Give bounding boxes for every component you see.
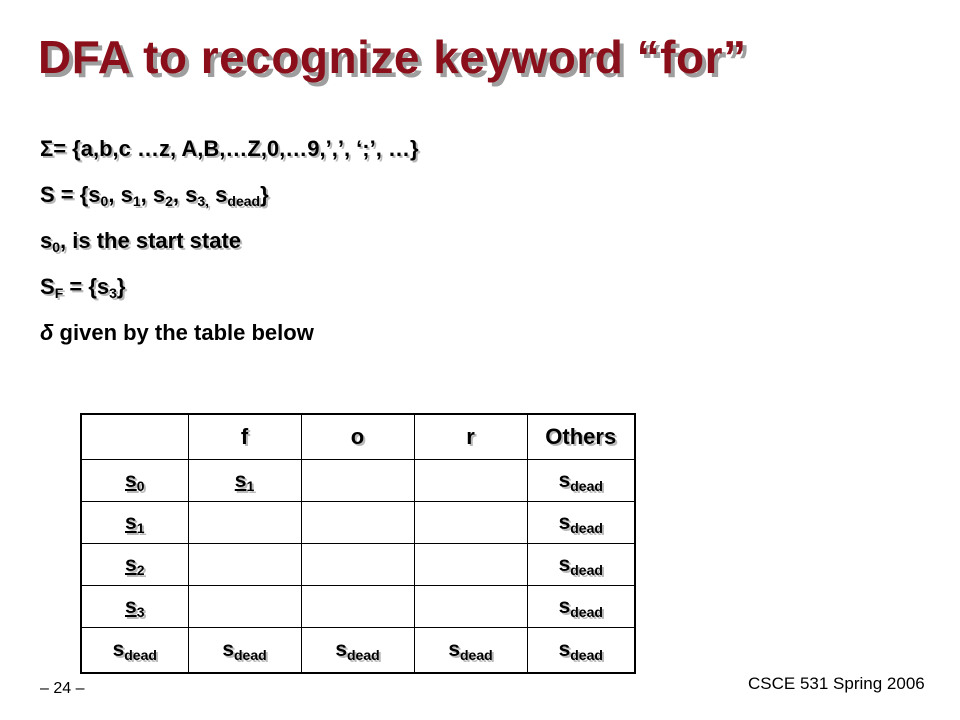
row-state-cell — [81, 502, 188, 544]
state-symbol — [125, 553, 144, 576]
table-row — [81, 544, 635, 586]
row-state-cell — [81, 628, 188, 674]
state-base: s — [125, 468, 137, 492]
state-base: s — [125, 552, 137, 576]
state-subscript: dead — [570, 519, 603, 536]
transition-cell — [301, 544, 414, 586]
state-symbol — [559, 511, 603, 534]
page-number: – 24 – — [40, 680, 85, 697]
transition-cell — [188, 544, 301, 586]
start-state-subscript: 0 — [52, 239, 61, 255]
state-base: s — [448, 638, 460, 661]
alphabet-definition: Σ= {a,b,c …z, A,B,…Z,0,…9,’,’, ‘;’, …} — [40, 136, 419, 161]
table-header-row — [81, 414, 635, 460]
state-subscript: dead — [570, 561, 603, 578]
final-set-subscript: F — [54, 285, 64, 301]
state-subscript: 1 — [136, 519, 145, 536]
transition-cell — [188, 460, 301, 502]
start-state-base: s — [40, 228, 53, 253]
state-subscript: 2 — [136, 561, 145, 578]
state-subscript: 1 — [132, 193, 141, 209]
transition-cell — [527, 460, 635, 502]
state-symbol — [559, 469, 603, 492]
table-row — [81, 586, 635, 628]
transition-cell — [414, 460, 527, 502]
state-base: s — [558, 594, 571, 618]
transition-table — [80, 413, 636, 674]
state-subscript: dead — [570, 603, 603, 620]
state-separator: , s — [108, 182, 133, 207]
row-state-cell — [81, 460, 188, 502]
table-row — [81, 628, 635, 674]
state-subscript: dead — [124, 647, 157, 663]
transition-definition — [40, 318, 920, 348]
state-base: s — [558, 638, 571, 661]
definitions — [40, 134, 920, 364]
state-subscript: dead — [570, 647, 603, 663]
state-symbol — [125, 469, 144, 492]
state-separator: } — [260, 182, 269, 207]
start-state-definition — [40, 226, 920, 256]
transition-cell — [414, 628, 527, 674]
slide-title: DFA to recognize keyword “for” — [38, 31, 747, 83]
state-symbol — [125, 511, 144, 534]
table-header-cell: f — [188, 414, 301, 460]
state-symbol — [559, 595, 603, 618]
transition-cell — [414, 502, 527, 544]
final-state-definition — [40, 272, 920, 302]
transition-cell — [188, 502, 301, 544]
state-subscript: 0 — [100, 193, 109, 209]
state-base: s — [335, 638, 347, 661]
table-header-cell: Others — [527, 414, 635, 460]
final-set-base: S — [40, 274, 55, 299]
row-state-cell — [81, 586, 188, 628]
state-separator: s — [209, 182, 228, 207]
state-base: s — [558, 510, 571, 534]
state-base: s — [112, 638, 125, 661]
state-symbol — [559, 638, 603, 661]
state-base: s — [125, 510, 137, 534]
transition-cell — [301, 460, 414, 502]
table-header-cell: r — [414, 414, 527, 460]
transition-cell — [527, 544, 635, 586]
transition-cell — [188, 586, 301, 628]
state-subscript: dead — [460, 647, 493, 663]
start-state-text: , is the start state — [60, 228, 241, 253]
state-subscript: 2 — [165, 193, 173, 209]
state-base: s — [222, 638, 234, 661]
transition-cell — [188, 628, 301, 674]
state-subscript: dead — [227, 193, 261, 209]
course-label: CSCE 531 Spring 2006 — [748, 674, 925, 693]
table-row — [81, 460, 635, 502]
row-state-cell — [81, 544, 188, 586]
state-symbol — [235, 469, 254, 492]
state-subscript: 0 — [136, 477, 145, 494]
state-symbol — [125, 595, 144, 618]
state-base: s — [558, 468, 571, 492]
state-symbol — [448, 638, 492, 661]
transition-cell — [301, 628, 414, 674]
table-header-cell: o — [301, 414, 414, 460]
transition-cell — [414, 544, 527, 586]
state-base: s — [558, 552, 571, 576]
delta-symbol: δ — [40, 320, 54, 345]
state-separator: , s — [172, 182, 198, 207]
state-separator: , s — [140, 182, 166, 207]
transition-cell — [301, 586, 414, 628]
state-symbol — [559, 553, 603, 576]
final-set-close: } — [116, 274, 126, 299]
delta-text: given by the table below — [53, 320, 314, 345]
state-set-definition — [40, 180, 920, 210]
state-base: s — [125, 594, 137, 618]
state-symbol — [222, 638, 266, 661]
state-subscript: 3 — [136, 603, 145, 620]
state-base: s — [234, 468, 247, 492]
state-subscript: dead — [570, 477, 603, 494]
final-state-subscript: 3 — [109, 285, 117, 301]
table-row — [81, 502, 635, 544]
state-symbol — [113, 638, 157, 661]
transition-cell — [527, 628, 635, 674]
table-header-cell — [81, 414, 188, 460]
transition-cell — [414, 586, 527, 628]
state-subscript: dead — [234, 647, 267, 663]
final-set-middle: = {s — [63, 274, 110, 299]
state-subscript: 3, — [197, 193, 210, 209]
state-symbol — [335, 638, 379, 661]
state-set-prefix: S = {s — [40, 182, 101, 207]
state-subscript: 1 — [246, 477, 255, 494]
state-subscript: dead — [347, 647, 380, 663]
transition-cell — [527, 586, 635, 628]
transition-cell — [527, 502, 635, 544]
transition-cell — [301, 502, 414, 544]
